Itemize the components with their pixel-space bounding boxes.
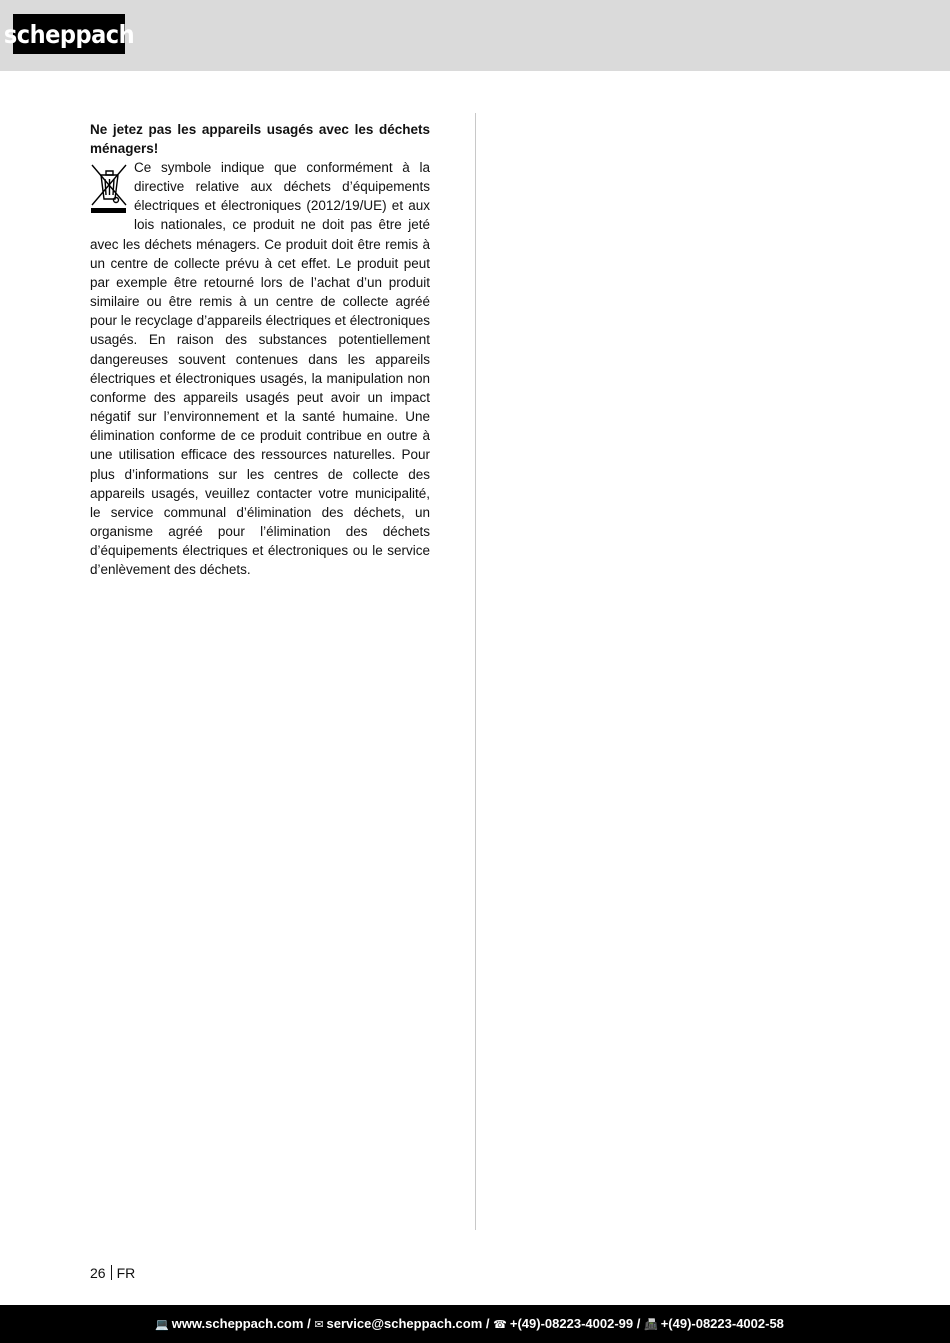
section-body-text: Ce symbole indique que conformément à la directive relative aux déchets d’équipements électriques et électroniques (2012/19/UE) et aux lois nationales, ce produit ne doit pas être jeté avec les déchets ménagers. Ce produit doit être remis à un centre de collecte prévu à cet effet. Le produit peut par exemple être retourné lors de l’achat d’un produit similaire ou être remis à un centre de collecte agréé pour le recyclage d’appareils électriques et électroniques usagés. En raison des substances potentiellement dangereuses souvent contenues dans les appareils électriques et électroniques usagés, la manipulation non conforme des appareils usagés peut avoir un impact négatif sur l’environnement et la santé humaine. Une élimination conforme de ce produit contribue en outre à une utilisation efficace des ressources naturelles. Pour plus d’informations sur les centres de collecte des appareils usagés, veuillez contacter votre municipalité, le service communal d’élimination des déchets, un organisme agréé pour l’élimination des déchets d’équipements électriques et électroniques ou le service d’enlèvement des déchets.: [90, 160, 430, 578]
phone-icon: ☎: [493, 1319, 507, 1331]
footer-email[interactable]: service@scheppach.com: [326, 1316, 483, 1331]
crossed-out-wheelie-bin-icon: [90, 161, 128, 218]
page-header: [0, 0, 950, 71]
footer-website[interactable]: www.scheppach.com: [171, 1316, 304, 1331]
page-number-value: 26: [90, 1265, 106, 1281]
footer-separator: /: [485, 1316, 490, 1331]
footer-phone[interactable]: +(49)-08223-4002-99: [509, 1316, 634, 1331]
page-number: [90, 1265, 135, 1281]
computer-icon: 💻: [155, 1319, 169, 1331]
page-number-divider: [111, 1265, 112, 1280]
disposal-section: [90, 120, 430, 579]
footer-separator: /: [636, 1316, 641, 1331]
column-divider: [475, 113, 476, 1230]
fax-icon: 📠: [643, 1319, 658, 1331]
envelope-icon: ✉: [314, 1319, 324, 1331]
brand-logo: scheppach: [13, 14, 125, 54]
footer-separator: /: [307, 1316, 311, 1331]
footer-fax: +(49)-08223-4002-58: [660, 1316, 784, 1331]
section-heading: Ne jetez pas les appareils usagés avec les déchets ménagers!: [90, 122, 430, 156]
page-footer: [0, 1305, 950, 1343]
section-body: [90, 158, 430, 579]
page-language: FR: [116, 1265, 136, 1281]
footer-contact-line: [155, 1316, 784, 1331]
